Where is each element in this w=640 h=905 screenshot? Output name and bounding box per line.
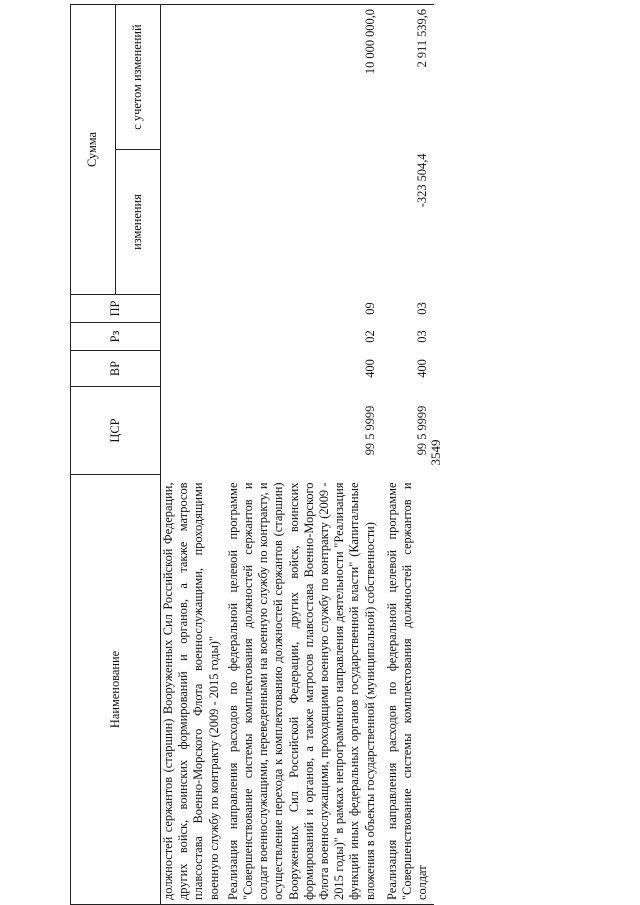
header-vr: ВР [71, 351, 161, 387]
row-with-changes [161, 5, 226, 150]
header-row [71, 5, 116, 905]
row-with-changes: 10 000 000,0 [226, 5, 385, 150]
header-pr: ПР [71, 295, 161, 323]
row-rz: 03 [415, 330, 430, 343]
row-changes: -323 504,4 [415, 153, 430, 208]
header-sum: Сумма [71, 5, 116, 295]
row-changes [161, 150, 226, 295]
row-vr [161, 351, 226, 387]
row-vr: 400 [415, 359, 430, 378]
table-row [226, 5, 385, 905]
row-pr: 03 [415, 302, 430, 315]
row-vr: 400 [362, 359, 377, 378]
page-number: 3549 [428, 439, 443, 466]
table-row [385, 5, 435, 905]
header-csr: ЦСР [71, 387, 161, 475]
header-rz: Рз [71, 323, 161, 351]
table-row [161, 5, 226, 905]
row-name: должностей сержантов (старшин) Вооруженных Сил Российской Федерации, других войск, воинских формирований и органов, а также матросов плавсостава Военно-Морского Флота военнослужащими, проходящими военную службу по контракту (2009 - 2015 годы)" [161, 475, 226, 905]
header-name: Наименование [71, 475, 161, 905]
row-pr [161, 295, 226, 323]
row-csr: 99 5 9999 [362, 405, 377, 456]
header-changes: изменения [116, 150, 161, 295]
row-pr: 09 [362, 302, 377, 315]
row-name: Реализация направления расходов по федеральной целевой программе "Совершенствование системы комплектования должностей сержантов и солдат [385, 475, 435, 905]
row-csr: 99 5 9999 [415, 405, 430, 456]
row-rz [161, 323, 226, 351]
row-rz: 02 [362, 330, 377, 343]
row-with-changes: 2 911 539,6 [385, 5, 435, 150]
row-csr [161, 387, 226, 475]
budget-table [70, 4, 434, 905]
row-changes [226, 150, 385, 295]
row-name: Реализация направления расходов по федеральной целевой программе "Совершенствование системы комплектования должностей сержантов и солдат военнослужащими, переведенными на военную службу по контракту, и осуществление перехода к комплектованию должностей сержантов (старшин) Вооруженных Сил Российской Федерации, других войск, воинских формирований и органов, а также матросов плавсостава Военно-Морского Флота военнослужащими, проходящими военную службу по контракту (2009 - 2015 годы)" в рамках непрограммного направления деятельности "Реализация функций иных федеральных органов государственной власти" (Капитальные вложения в объекты государственной (муниципальной) собственности) [226, 475, 385, 905]
header-with-changes: с учетом изменений [116, 5, 161, 150]
